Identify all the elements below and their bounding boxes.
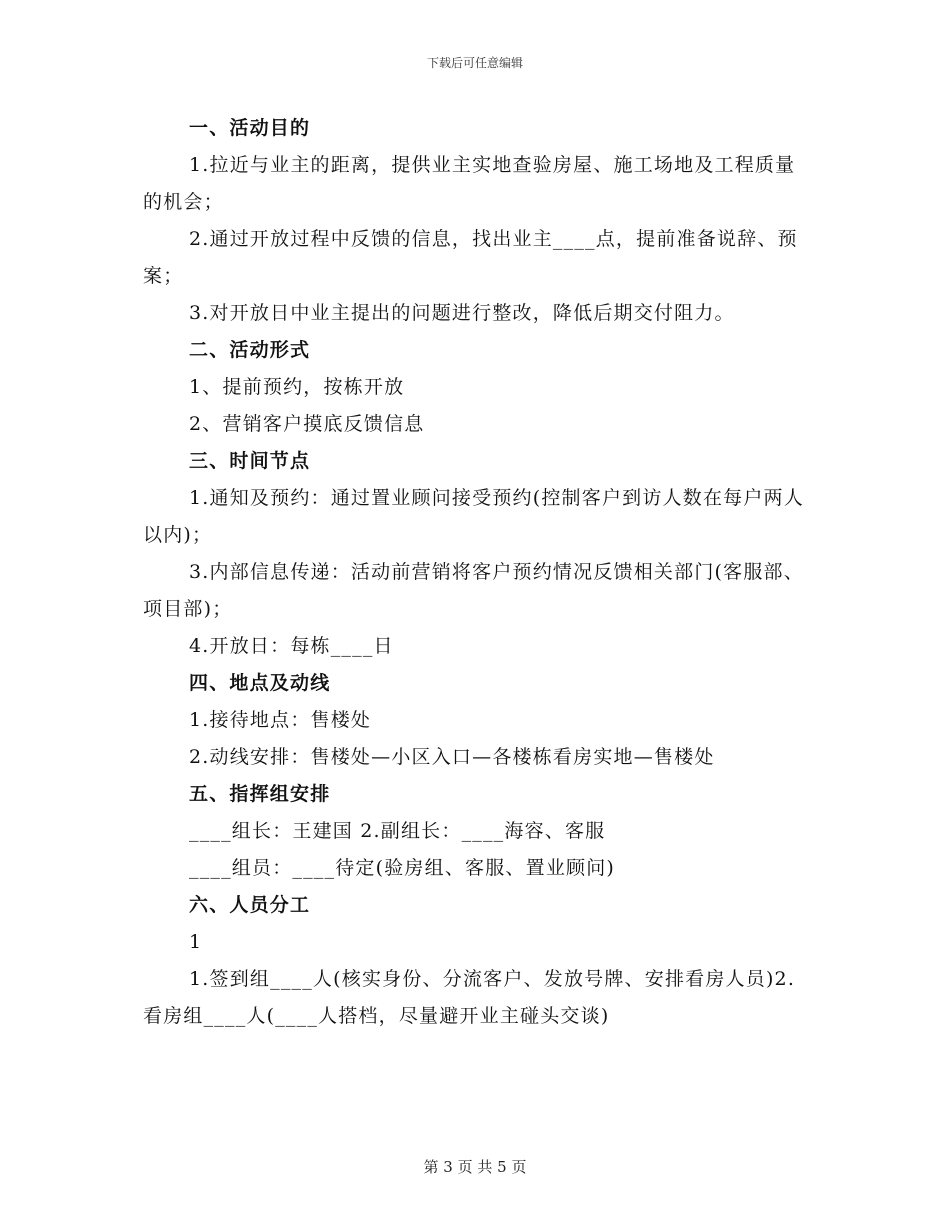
paragraph: 2、营销客户摸底反馈信息 <box>189 413 425 435</box>
section-heading-staffing: 六、人员分工 <box>189 894 311 916</box>
paragraph: ____组长：王建国 2.副组长：____海容、客服 <box>189 820 606 842</box>
paragraph: 1.拉近与业主的距离，提供业主实地查验房屋、施工场地及工程质量的机会； <box>143 154 796 213</box>
section-heading-purpose: 一、活动目的 <box>189 117 311 139</box>
section-heading-timeline: 三、时间节点 <box>189 450 311 472</box>
paragraph: 1、提前预约，按栋开放 <box>189 376 405 398</box>
paragraph: 1.通知及预约：通过置业顾问接受预约(控制客户到访人数在每户两人以内)； <box>143 487 804 546</box>
paragraph: 1.接待地点：售楼处 <box>189 709 372 731</box>
paragraph: 3.对开放日中业主提出的问题进行整改，降低后期交付阻力。 <box>189 302 735 324</box>
section-heading-format: 二、活动形式 <box>189 339 311 361</box>
section-heading-location: 四、地点及动线 <box>189 672 331 694</box>
page-footer: 第 3 页 共 5 页 <box>423 1158 527 1176</box>
paragraph: ____组员：____待定(验房组、客服、置业顾问) <box>189 857 616 879</box>
paragraph: 3.内部信息传递：活动前营销将客户预约情况反馈相关部门(客服部、项目部)； <box>143 561 804 620</box>
paragraph: 1.签到组____人(核实身份、分流客户、发放号牌、安排看房人员)2.看房组____人(____人搭档，尽量避开业主碰头交谈) <box>143 968 796 1027</box>
paragraph: 2.动线安排：售楼处—小区入口—各楼栋看房实地—售楼处 <box>189 746 715 768</box>
document-body <box>143 110 811 1035</box>
paragraph: 4.开放日：每栋____日 <box>189 635 394 657</box>
section-heading-command: 五、指挥组安排 <box>189 783 331 805</box>
paragraph: 1 <box>189 931 203 953</box>
page-header: 下载后可任意编辑 <box>426 56 523 70</box>
paragraph: 2.通过开放过程中反馈的信息，找出业主____点，提前准备说辞、预案； <box>143 228 798 287</box>
